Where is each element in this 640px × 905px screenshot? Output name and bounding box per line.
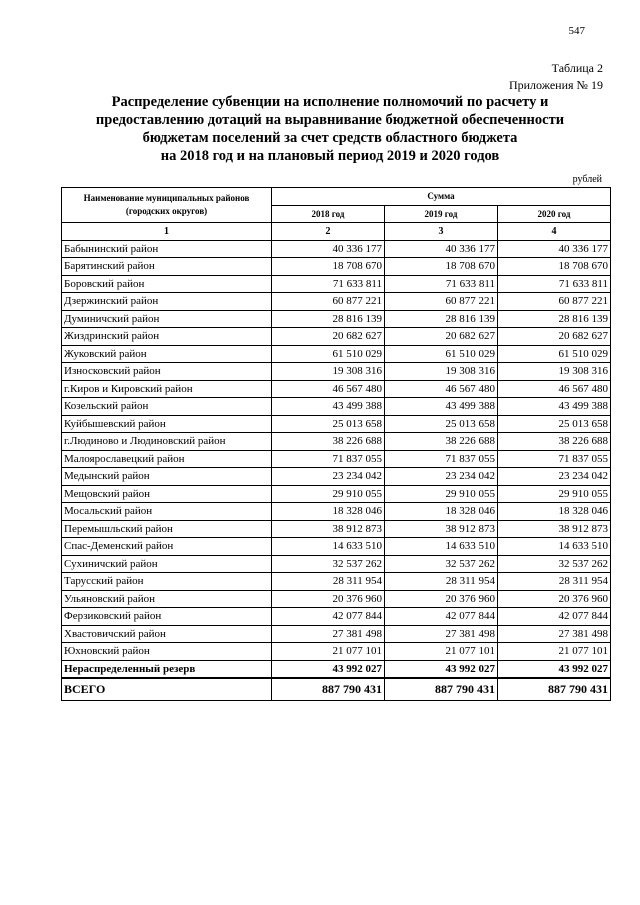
table-row	[62, 485, 611, 503]
value-2020: 32 537 262	[498, 555, 611, 573]
value-2019: 38 912 873	[385, 520, 498, 538]
value-2020: 20 376 960	[498, 590, 611, 608]
page-number: 547	[568, 25, 585, 37]
value-2018: 71 633 811	[272, 275, 385, 293]
table-row	[62, 415, 611, 433]
table-row	[62, 363, 611, 381]
title-line: бюджетам поселений за счет средств областного бюджета	[142, 130, 518, 146]
district-name: г.Киров и Кировский район	[62, 380, 272, 398]
column-number: 1	[62, 223, 272, 241]
value-2018: 20 376 960	[272, 590, 385, 608]
value-2020: 40 336 177	[498, 240, 611, 258]
district-name: Ульяновский район	[62, 590, 272, 608]
value-2019: 42 077 844	[385, 608, 498, 626]
reserve-row	[62, 660, 611, 678]
column-number: 2	[272, 223, 385, 241]
reserve-2018: 43 992 027	[272, 660, 385, 678]
table-row	[62, 625, 611, 643]
header-year-2020: 2020 год	[498, 205, 611, 223]
value-2019: 71 633 811	[385, 275, 498, 293]
value-2020: 38 226 688	[498, 433, 611, 451]
value-2019: 14 633 510	[385, 538, 498, 556]
value-2018: 18 328 046	[272, 503, 385, 521]
value-2020: 28 311 954	[498, 573, 611, 591]
district-name: Барятинский район	[62, 258, 272, 276]
value-2020: 46 567 480	[498, 380, 611, 398]
value-2018: 21 077 101	[272, 643, 385, 661]
header-year-2018: 2018 год	[272, 205, 385, 223]
value-2019: 61 510 029	[385, 345, 498, 363]
value-2019: 18 328 046	[385, 503, 498, 521]
value-2018: 40 336 177	[272, 240, 385, 258]
value-2019: 28 311 954	[385, 573, 498, 591]
value-2020: 60 877 221	[498, 293, 611, 311]
district-name: Дзержинский район	[62, 293, 272, 311]
table-reference	[509, 60, 603, 94]
value-2018: 28 816 139	[272, 310, 385, 328]
value-2018: 71 837 055	[272, 450, 385, 468]
title-line: предоставлению дотаций на выравнивание бюджетной обеспеченности	[95, 112, 565, 128]
value-2018: 18 708 670	[272, 258, 385, 276]
value-2018: 29 910 055	[272, 485, 385, 503]
total-2020: 887 790 431	[498, 678, 611, 701]
value-2019: 20 682 627	[385, 328, 498, 346]
value-2019: 19 308 316	[385, 363, 498, 381]
value-2020: 71 837 055	[498, 450, 611, 468]
value-2019: 21 077 101	[385, 643, 498, 661]
title-line: Распределение субвенции на исполнение полномочий по расчету и	[111, 94, 549, 110]
table-row	[62, 590, 611, 608]
units-label: рублей	[572, 174, 602, 185]
value-2018: 27 381 498	[272, 625, 385, 643]
value-2019: 43 499 388	[385, 398, 498, 416]
reserve-name: Нераспределенный резерв	[62, 660, 272, 678]
table-row	[62, 240, 611, 258]
column-number: 4	[498, 223, 611, 241]
total-name: ВСЕГО	[62, 678, 272, 701]
header-municipality: Наименование муниципальных районов (городских округов)	[62, 188, 272, 223]
value-2018: 25 013 658	[272, 415, 385, 433]
value-2020: 18 328 046	[498, 503, 611, 521]
reserve-2019: 43 992 027	[385, 660, 498, 678]
value-2020: 42 077 844	[498, 608, 611, 626]
table-row	[62, 538, 611, 556]
district-name: Куйбышевский район	[62, 415, 272, 433]
value-2018: 32 537 262	[272, 555, 385, 573]
table-row	[62, 503, 611, 521]
value-2018: 43 499 388	[272, 398, 385, 416]
value-2020: 38 912 873	[498, 520, 611, 538]
title-line: на 2018 год и на плановый период 2019 и 2020 годов	[160, 148, 500, 164]
table-row	[62, 555, 611, 573]
total-row	[62, 678, 611, 701]
table-row	[62, 398, 611, 416]
district-name: г.Людиново и Людиновский район	[62, 433, 272, 451]
district-name: Жиздринский район	[62, 328, 272, 346]
table-row	[62, 328, 611, 346]
table-row	[62, 608, 611, 626]
column-number: 3	[385, 223, 498, 241]
header-sum: Сумма	[272, 188, 611, 206]
value-2018: 19 308 316	[272, 363, 385, 381]
table-row	[62, 380, 611, 398]
table-row	[62, 468, 611, 486]
district-name: Бабынинский район	[62, 240, 272, 258]
value-2020: 21 077 101	[498, 643, 611, 661]
table-body	[62, 240, 611, 660]
value-2019: 40 336 177	[385, 240, 498, 258]
total-2018: 887 790 431	[272, 678, 385, 701]
value-2020: 14 633 510	[498, 538, 611, 556]
value-2020: 19 308 316	[498, 363, 611, 381]
value-2019: 27 381 498	[385, 625, 498, 643]
value-2018: 23 234 042	[272, 468, 385, 486]
value-2020: 23 234 042	[498, 468, 611, 486]
value-2020: 27 381 498	[498, 625, 611, 643]
table-row	[62, 643, 611, 661]
district-name: Жуковский район	[62, 345, 272, 363]
table-row	[62, 293, 611, 311]
value-2019: 71 837 055	[385, 450, 498, 468]
table-row	[62, 450, 611, 468]
value-2020: 25 013 658	[498, 415, 611, 433]
district-name: Юхновский район	[62, 643, 272, 661]
value-2019: 32 537 262	[385, 555, 498, 573]
value-2020: 18 708 670	[498, 258, 611, 276]
reserve-2020: 43 992 027	[498, 660, 611, 678]
district-name: Думиничский район	[62, 310, 272, 328]
table-row	[62, 310, 611, 328]
value-2018: 46 567 480	[272, 380, 385, 398]
value-2020: 61 510 029	[498, 345, 611, 363]
value-2018: 61 510 029	[272, 345, 385, 363]
value-2019: 23 234 042	[385, 468, 498, 486]
value-2019: 29 910 055	[385, 485, 498, 503]
document-title	[40, 93, 620, 165]
table-row	[62, 573, 611, 591]
value-2018: 38 226 688	[272, 433, 385, 451]
value-2019: 38 226 688	[385, 433, 498, 451]
value-2019: 46 567 480	[385, 380, 498, 398]
value-2020: 29 910 055	[498, 485, 611, 503]
value-2018: 14 633 510	[272, 538, 385, 556]
district-name: Козельский район	[62, 398, 272, 416]
table-row	[62, 520, 611, 538]
value-2020: 28 816 139	[498, 310, 611, 328]
total-2019: 887 790 431	[385, 678, 498, 701]
value-2020: 43 499 388	[498, 398, 611, 416]
table-row	[62, 258, 611, 276]
table-row	[62, 433, 611, 451]
district-name: Износковский район	[62, 363, 272, 381]
value-2018: 38 912 873	[272, 520, 385, 538]
value-2020: 20 682 627	[498, 328, 611, 346]
value-2019: 28 816 139	[385, 310, 498, 328]
value-2019: 20 376 960	[385, 590, 498, 608]
district-name: Тарусский район	[62, 573, 272, 591]
district-name: Ферзиковский район	[62, 608, 272, 626]
table-row	[62, 275, 611, 293]
district-name: Мещовский район	[62, 485, 272, 503]
value-2019: 18 708 670	[385, 258, 498, 276]
value-2018: 28 311 954	[272, 573, 385, 591]
district-name: Перемышльский район	[62, 520, 272, 538]
value-2020: 71 633 811	[498, 275, 611, 293]
subsidy-table	[61, 187, 611, 701]
district-name: Малоярославецкий район	[62, 450, 272, 468]
value-2018: 20 682 627	[272, 328, 385, 346]
value-2019: 25 013 658	[385, 415, 498, 433]
table-label: Таблица 2	[551, 61, 603, 75]
value-2018: 42 077 844	[272, 608, 385, 626]
district-name: Мосальский район	[62, 503, 272, 521]
table-row	[62, 345, 611, 363]
appendix-label: Приложения № 19	[508, 78, 603, 92]
value-2018: 60 877 221	[272, 293, 385, 311]
district-name: Боровский район	[62, 275, 272, 293]
district-name: Спас-Деменский район	[62, 538, 272, 556]
value-2019: 60 877 221	[385, 293, 498, 311]
district-name: Сухиничский район	[62, 555, 272, 573]
header-year-2019: 2019 год	[385, 205, 498, 223]
district-name: Хвастовичский район	[62, 625, 272, 643]
district-name: Медынский район	[62, 468, 272, 486]
